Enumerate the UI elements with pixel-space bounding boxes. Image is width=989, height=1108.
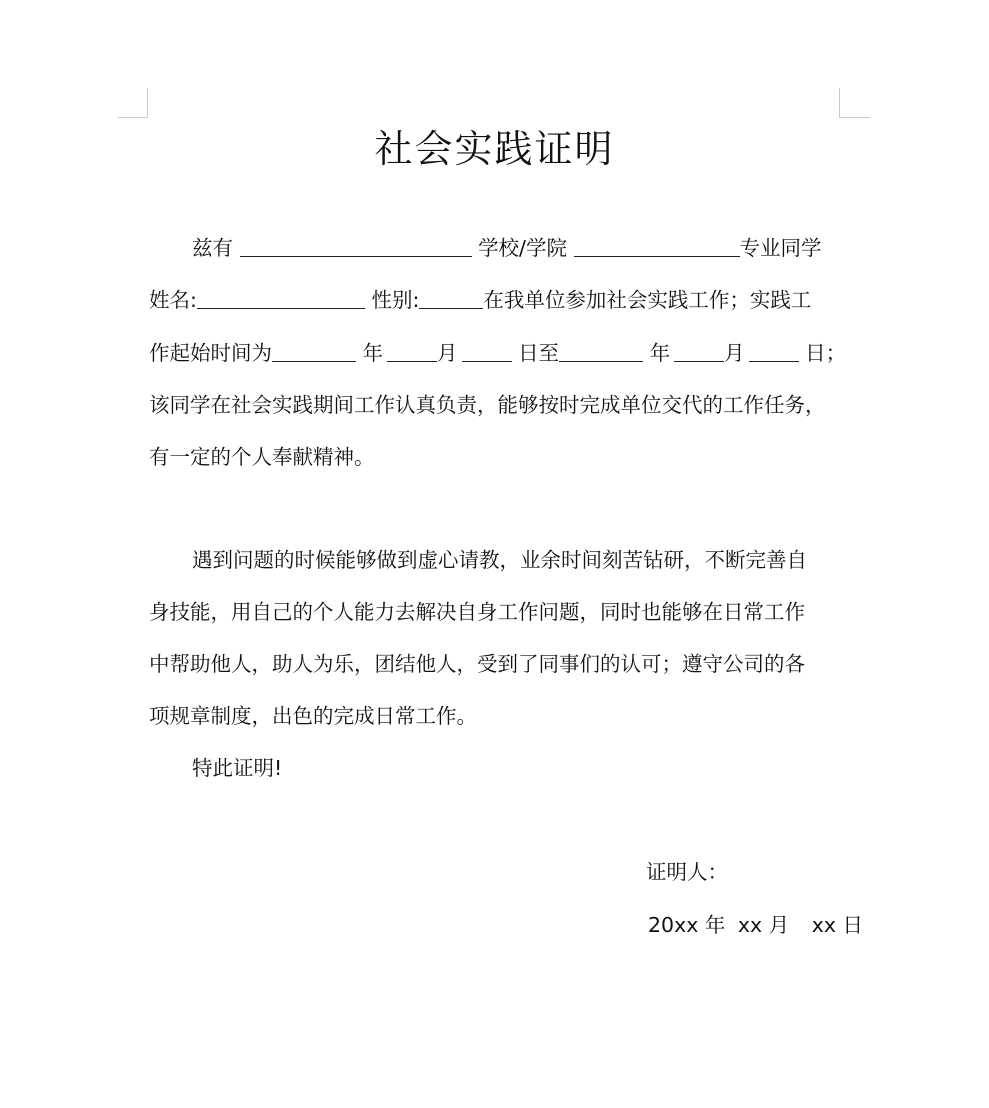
end-month-blank[interactable] <box>674 339 724 362</box>
name-blank[interactable] <box>197 286 365 309</box>
start-day-blank[interactable] <box>462 339 512 362</box>
para1-line5: 有一定的个人奉献精神。 <box>149 445 375 469</box>
start-time-label: 作起始时间为 <box>149 341 272 365</box>
date-day-label: 日 <box>842 913 864 937</box>
date-month-value: xx <box>737 913 763 937</box>
intro-text: 兹有 <box>192 236 233 260</box>
end-day-label: 日； <box>805 341 847 365</box>
para1-line1 <box>192 233 822 263</box>
start-year-label: 年 <box>362 341 384 365</box>
school-label: 学校/学院 <box>478 236 567 260</box>
end-year-label: 年 <box>649 341 671 365</box>
name-label: 姓名: <box>149 288 197 312</box>
para2-line2: 身技能，用自己的个人能力去解决自身工作问题，同时也能够在日常工作 <box>149 600 805 624</box>
para1-line4: 该同学在社会实践期间工作认真负责，能够按时完成单位交代的工作任务， <box>149 393 826 417</box>
para1-line2-text: 在我单位参加社会实践工作；实践工 <box>483 288 812 312</box>
signature-date <box>648 910 863 940</box>
para2-line1: 遇到问题的时候能够做到虚心请教，业余时间刻苦钻研，不断完善自 <box>192 548 807 572</box>
para1-line3 <box>149 338 846 368</box>
school-blank[interactable] <box>240 234 472 257</box>
date-year-value: 20xx <box>648 913 699 937</box>
end-year-blank[interactable] <box>559 339 643 362</box>
gender-label: 性别: <box>371 288 420 312</box>
para2-line4: 项规章制度，出色的完成日常工作。 <box>149 704 477 728</box>
end-month-label: 月 <box>724 341 745 365</box>
certifier-label: 证明人： <box>646 860 728 884</box>
date-month-label: 月 <box>768 913 790 937</box>
document-title: 社会实践证明 <box>374 127 615 171</box>
major-label: 专业同学 <box>739 236 822 260</box>
start-year-blank[interactable] <box>272 339 356 362</box>
start-month-label: 月 <box>437 341 458 365</box>
major-blank[interactable] <box>574 234 740 257</box>
gender-blank[interactable] <box>419 286 483 309</box>
closing-text: 特此证明! <box>192 756 283 780</box>
date-year-label: 年 <box>704 913 726 937</box>
para2-line3: 中帮助他人，助人为乐，团结他人，受到了同事们的认可；遵守公司的各 <box>149 652 805 676</box>
end-day-blank[interactable] <box>749 339 799 362</box>
date-day-value: xx <box>811 913 837 937</box>
day-to-label: 日至 <box>518 341 560 365</box>
start-month-blank[interactable] <box>387 339 437 362</box>
para1-line2 <box>149 285 811 315</box>
